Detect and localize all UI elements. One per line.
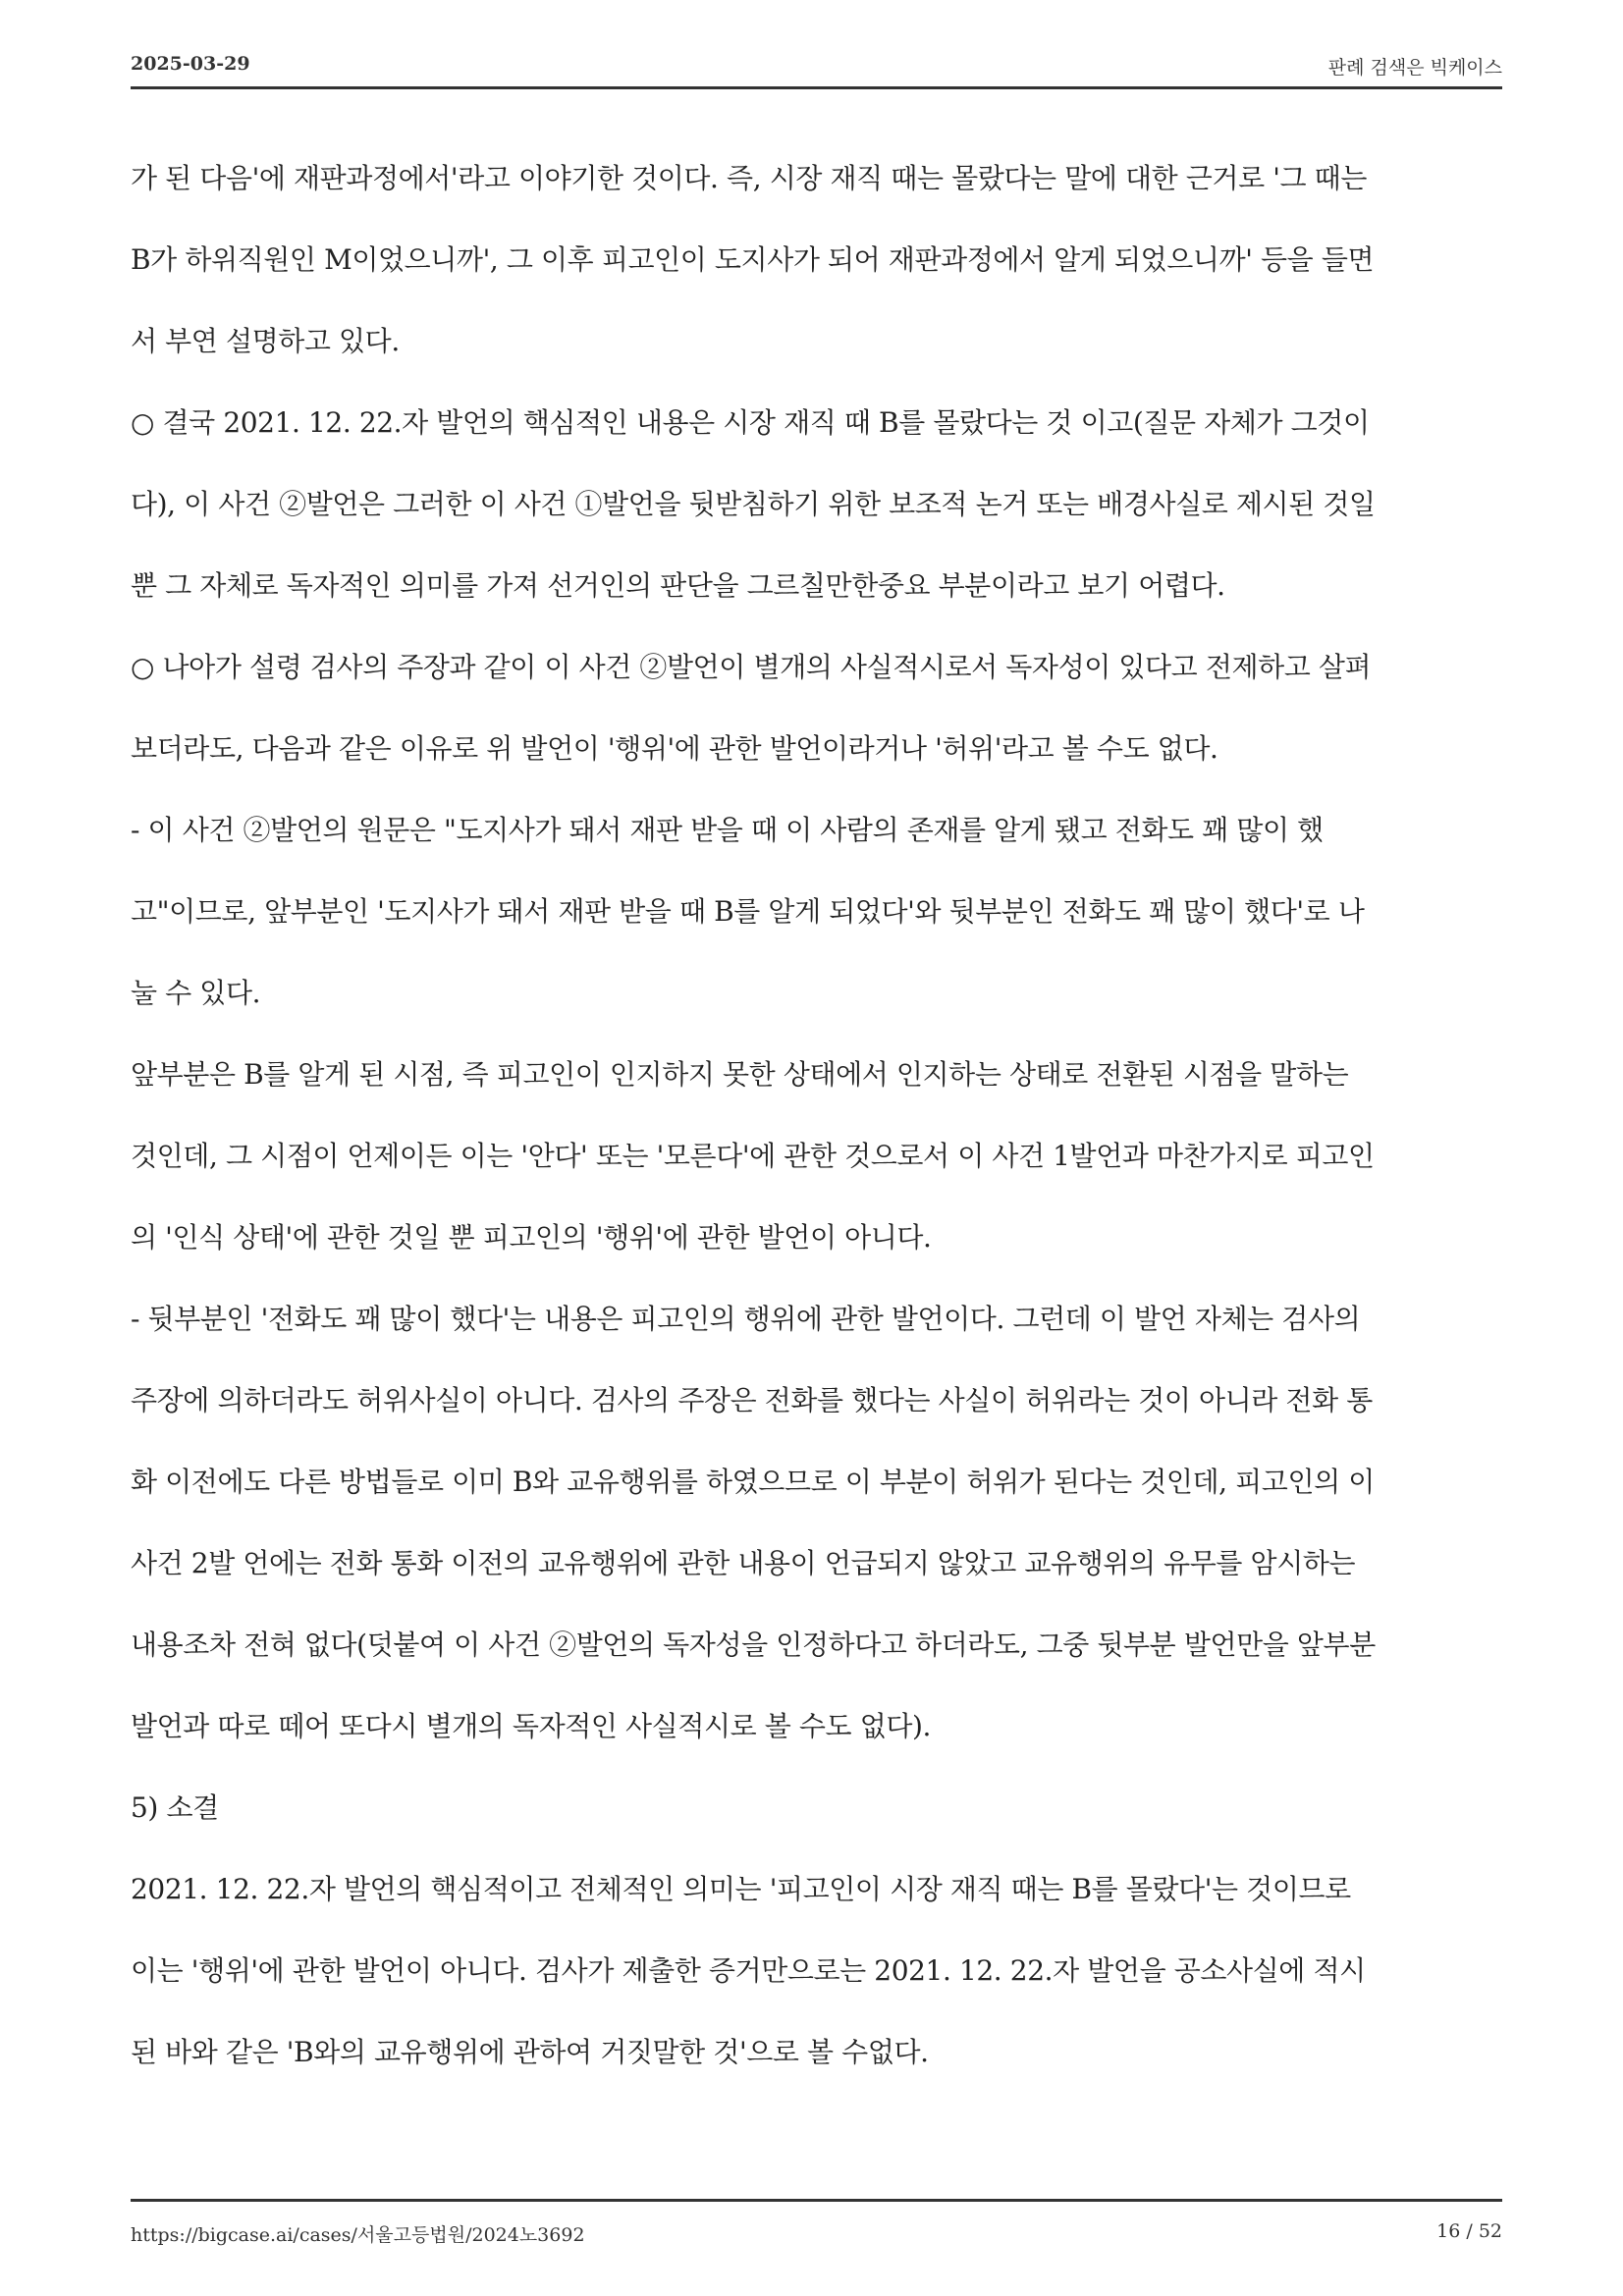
body-line: 다), 이 사건 ②발언은 그러한 이 사건 ①발언을 뒷받침하기 위한 보조적 논거 또는 배경사실로 제시된 것일: [131, 488, 1376, 520]
body-line: ○ 결국 2021. 12. 22.자 발언의 핵심적인 내용은 시장 재직 때 B를 몰랐다는 것 이고(질문 자체가 그것이: [131, 406, 1370, 439]
header-brand: 판례 검색은 빅케이스: [1327, 57, 1502, 79]
body-line: 보더라도, 다음과 같은 이유로 위 발언이 '행위'에 관한 발언이라거나 '허위'라고 볼 수도 없다.: [131, 732, 1218, 765]
body-line: 앞부분은 B를 알게 된 시점, 즉 피고인이 인지하지 못한 상태에서 인지하는 상태로 전환된 시점을 말하는: [131, 1058, 1349, 1091]
header-divider: [131, 86, 1502, 89]
case-url: https://bigcase.ai/cases/서울고등법원/2024노3692: [131, 2224, 585, 2246]
body-line: 주장에 의하더라도 허위사실이 아니다. 검사의 주장은 전화를 했다는 사실이 허위라는 것이 아니라 전화 통: [131, 1384, 1373, 1416]
body-line: 고"이므로, 앞부분인 '도지사가 돼서 재판 받을 때 B를 알게 되었다'와 뒷부분인 전화도 꽤 많이 했다'로 나: [131, 895, 1365, 928]
page-number: 16 / 52: [1436, 2220, 1502, 2242]
footer-divider: [131, 2199, 1502, 2202]
body-line: 의 '인식 상태'에 관한 것일 뿐 피고인의 '행위'에 관한 발언이 아니다.: [131, 1221, 932, 1254]
body-line: - 이 사건 ②발언의 원문은 "도지사가 돼서 재판 받을 때 이 사람의 존재를 알게 됐고 전화도 꽤 많이 했: [131, 814, 1324, 846]
body-line: B가 하위직원인 M이었으니까', 그 이후 피고인이 도지사가 되어 재판과정에서 알게 되었으니까' 등을 들면: [131, 243, 1375, 276]
body-line: 발언과 따로 떼어 또다시 별개의 독자적인 사실적시로 볼 수도 없다).: [131, 1710, 932, 1742]
body-line: 가 된 다음'에 재판과정에서'라고 이야기한 것이다. 즉, 시장 재직 때는 몰랐다는 말에 대한 근거로 '그 때는: [131, 162, 1367, 194]
section-heading: 5) 소결: [131, 1791, 219, 1824]
body-line: 서 부연 설명하고 있다.: [131, 325, 400, 357]
body-line: 된 바와 같은 'B와의 교유행위에 관하여 거짓말한 것'으로 볼 수없다.: [131, 2036, 929, 2068]
body-line: 2021. 12. 22.자 발언의 핵심적이고 전체적인 의미는 '피고인이 시장 재직 때는 B를 몰랐다'는 것이므로: [131, 1873, 1351, 1905]
body-line: - 뒷부분인 '전화도 꽤 많이 했다'는 내용은 피고인의 행위에 관한 발언이다. 그런데 이 발언 자체는 검사의: [131, 1303, 1361, 1335]
body-line: 것인데, 그 시점이 언제이든 이는 '안다' 또는 '모른다'에 관한 것으로서 이 사건 1발언과 마찬가지로 피고인: [131, 1140, 1375, 1172]
body-line: 화 이전에도 다른 방법들로 이미 B와 교유행위를 하였으므로 이 부분이 허위가 된다는 것인데, 피고인의 이: [131, 1466, 1375, 1498]
body-line: ○ 나아가 설령 검사의 주장과 같이 이 사건 ②발언이 별개의 사실적시로서 독자성이 있다고 전제하고 살펴: [131, 651, 1372, 683]
body-line: 이는 '행위'에 관한 발언이 아니다. 검사가 제출한 증거만으로는 2021. 12. 22.자 발언을 공소사실에 적시: [131, 1954, 1366, 1987]
page-header: [131, 53, 1502, 86]
document-body: [131, 137, 1502, 2093]
body-line: 내용조차 전혀 없다(덧붙여 이 사건 ②발언의 독자성을 인정하다고 하더라도, 그중 뒷부분 발언만을 앞부분: [131, 1629, 1376, 1661]
body-line: 사건 2발 언에는 전화 통화 이전의 교유행위에 관한 내용이 언급되지 않았고 교유행위의 유무를 암시하는: [131, 1547, 1356, 1579]
body-line: 뿐 그 자체로 독자적인 의미를 가져 선거인의 판단을 그르칠만한중요 부분이라고 보기 어렵다.: [131, 569, 1225, 602]
body-line: 눌 수 있다.: [131, 977, 261, 1009]
print-date: 2025-03-29: [131, 53, 250, 75]
